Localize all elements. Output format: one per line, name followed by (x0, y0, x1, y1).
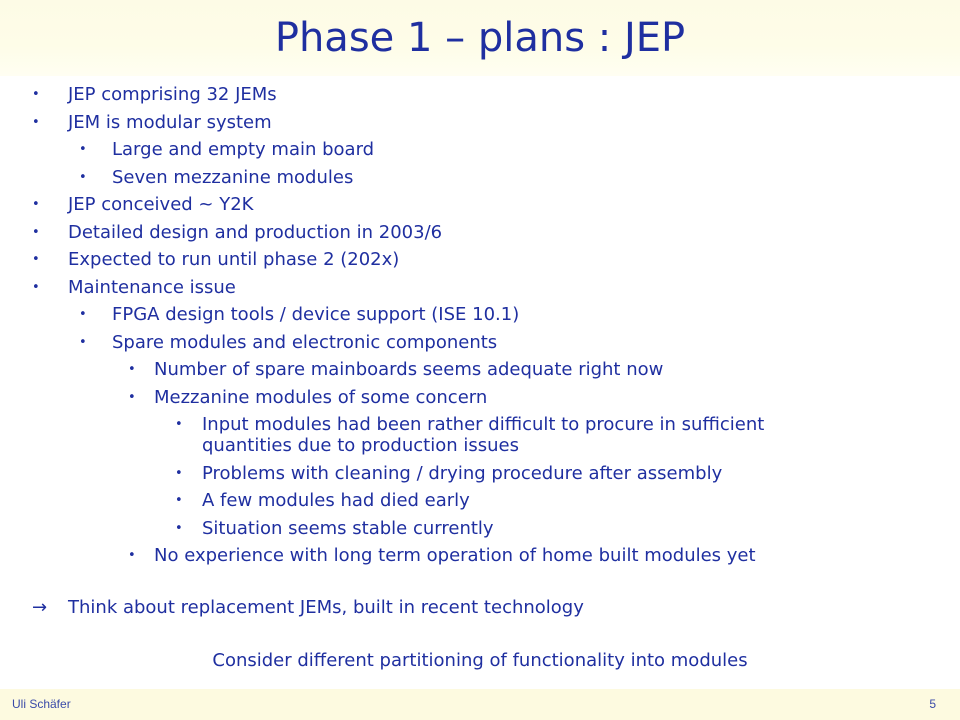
sub-bullet-item: • Seven mezzanine modules (79, 166, 354, 188)
level4-bullet-item: • Problems with cleaning / drying procedure after assembly (175, 462, 723, 484)
bullet-icon: • (175, 465, 183, 481)
bullet-icon: • (32, 279, 40, 295)
slide-title: Phase 1 – plans : JEP (274, 15, 686, 61)
sub-bullet-item: • FPGA design tools / device support (ISE 10.1) (79, 304, 520, 325)
bullet-item: • JEP comprising 32 JEMs (32, 84, 277, 105)
bullet-item: • Expected to run until phase 2 (202x) (32, 249, 400, 270)
level4-bullet-item: • A few modules had died early (175, 490, 470, 511)
bullet-icon: • (79, 142, 87, 157)
sub-sub-bullet-item: • No experience with long term operation of home built modules yet (128, 545, 756, 566)
bullet-icon: • (32, 114, 40, 130)
bullet-icon: • (175, 493, 183, 508)
footer-band (0, 689, 960, 720)
sub-sub-bullet-item: • Number of spare mainboards seems adequate right now (128, 359, 664, 380)
consider-text: Consider different partitioning of functionality into modules (212, 650, 748, 671)
bullet-icon: • (79, 307, 87, 322)
level4-bullet-item: • Situation seems stable currently (175, 517, 494, 539)
footer-author: Uli Schäfer (12, 697, 71, 711)
bullet-item: • JEP conceived ~ Y2K (32, 194, 254, 215)
bullet-icon: • (128, 389, 136, 405)
bullet-icon: • (32, 197, 40, 212)
level4-bullet-item: • Input modules had been rather difficult to procure in sufficient quantities due to production issues (175, 414, 765, 456)
bullet-icon: • (79, 334, 87, 350)
sub-sub-bullet-item: • Mezzanine modules of some concern (128, 386, 488, 408)
bullet-icon: • (128, 548, 136, 563)
bullet-item: • Detailed design and production in 2003/6 (32, 221, 443, 243)
sub-bullet-item: • Large and empty main board (79, 139, 375, 160)
bullet-icon: • (32, 224, 40, 240)
bullet-list (32, 84, 942, 573)
bullet-icon: • (79, 169, 87, 185)
conclusion-text: Think about replacement JEMs, built in recent technology (68, 597, 584, 618)
bullet-icon: • (128, 362, 136, 377)
page-number: 5 (929, 697, 936, 711)
bullet-icon: • (32, 252, 40, 267)
bullet-icon: • (32, 87, 40, 102)
bullet-item: • Maintenance issue (32, 276, 236, 298)
arrow-right-icon: → (32, 597, 48, 618)
sub-bullet-item: • Spare modules and electronic components (79, 331, 498, 353)
bullet-item: • JEM is modular system (32, 111, 272, 133)
conclusion-line (32, 597, 584, 619)
bullet-icon: • (175, 417, 183, 432)
bullet-icon: • (175, 520, 183, 536)
